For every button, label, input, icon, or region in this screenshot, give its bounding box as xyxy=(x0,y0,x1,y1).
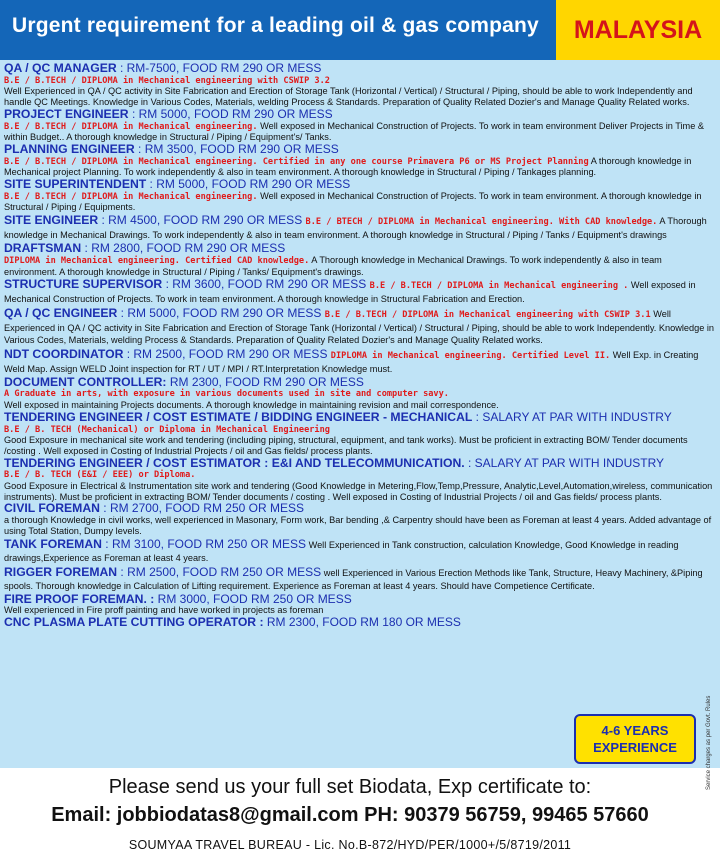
job-entry xyxy=(4,455,716,503)
job-qualification: B.E / B. TECH (Mechanical) or Diploma in Mechanical Engineering xyxy=(4,424,330,435)
job-title: QA / QC ENGINEER xyxy=(4,306,118,321)
job-listing xyxy=(4,63,716,763)
job-title: DOCUMENT CONTROLLER: xyxy=(4,374,167,389)
job-entry xyxy=(4,106,716,143)
job-title: DRAFTSMAN xyxy=(4,241,82,256)
job-description: Well Experienced in QA / QC activity in Site Fabrication and Erection of Storage Tank (Horizontal / Vertical) / Structural / Piping, should be able to work Independently and handle QC Meetings. Knowledge in Various Codes, Materials, welding Process & Standards. Preparation of Quality Related Dozier's and Manage Quality Related works. xyxy=(4,86,693,108)
job-qualification: B.E / B.TECH / DIPLOMA in Mechanical engineering. xyxy=(4,191,258,202)
experience-badge xyxy=(574,714,696,764)
job-entry xyxy=(4,278,716,306)
job-title: CNC PLASMA PLATE CUTTING OPERATOR : xyxy=(4,615,264,629)
job-qualification: B.E / B. TECH (E&I / EEE) or Diploma. xyxy=(4,470,196,481)
footer-instructions: Please send us your full set Biodata, Exp certificate to: xyxy=(108,776,592,798)
experience-label: EXPERIENCE xyxy=(593,740,677,755)
job-entry xyxy=(4,617,569,629)
job-title: PLANNING ENGINEER xyxy=(4,141,135,156)
job-title: TANK FOREMAN xyxy=(4,536,102,551)
job-salary: : RM 4500, FOOD RM 290 OR MESS xyxy=(98,213,306,228)
job-description: A thorough knowledge in Mechanical project Planning. To work independently & also in team environment. A thorough knowledge in Structural / Piping / Tankages planning. xyxy=(4,155,692,178)
job-salary: : SALARY AT PAR WITH INDUSTRY xyxy=(472,409,672,424)
job-salary: : SALARY AT PAR WITH INDUSTRY xyxy=(464,455,665,470)
header-banner xyxy=(0,0,720,60)
job-title: TENDERING ENGINEER / COST ESTIMATOR : E&I AND TELECOMMUNICATION. xyxy=(4,455,465,470)
job-entry xyxy=(4,214,716,242)
job-description: Well Exp. in Creating Weld Map. Assign WELD Joint inspection for RT / UT / MPI / RT.Interpretation Knowledge must. xyxy=(4,349,699,374)
job-description: Good Exposure in Electrical & Instrumentation site work and tendering (Good Knowledge in Metering,Flow,Temp,Pressure, Analytic,Level,Automation,wireless, communication instruments). Must be proficient in extracting BOM/ Tender documents / costing . Well exposed in Costing of Industrial Projects / oil and Gas fields/ process plants. xyxy=(4,481,713,502)
job-qualification: B.E / B.TECH / DIPLOMA in Mechanical engineering. xyxy=(4,121,258,132)
job-entry xyxy=(4,374,716,411)
job-title: STRUCTURE SUPERVISOR xyxy=(4,277,163,292)
job-description: Well exposed in Mechanical Construction of Projects. To work in team environment Deliver Projects in Time & within Budget.. A thorough knowledge in Structural / Piping / Equipment's/ Tanks. xyxy=(4,120,704,143)
job-entry xyxy=(4,591,569,616)
job-entry xyxy=(4,243,716,277)
job-salary: : RM 3100, FOOD RM 250 OR MESS xyxy=(101,536,307,551)
job-salary: : RM 2800, FOOD RM 290 OR MESS xyxy=(81,241,286,256)
job-qualification: B.E / B.TECH / DIPLOMA in Mechanical engineering. Certified in any one course Primavera P6 or MS Project Planning xyxy=(4,156,589,167)
job-salary: : RM 5000, FOOD RM 290 OR MESS xyxy=(128,106,333,121)
job-salary: : RM 5000, FOOD RM 290 OR MESS xyxy=(146,177,351,192)
job-salary: : RM 2700, FOOD RM 250 OR MESS xyxy=(99,501,304,516)
job-description: Well Experienced in Tank construction, calculation Knowledge, Good Knowledge in reading drawings,Experience as Foreman at least 4 years. xyxy=(4,539,679,563)
job-description: Well exposed in maintaining Projects documents. A thorough knowledge in maintaining revision and mail correspondence. xyxy=(4,400,499,411)
job-salary: : RM-7500, FOOD RM 290 OR MESS xyxy=(116,63,322,75)
job-description: Well exposed in Mechanical Construction of Projects. To work in team environment. A thorough knowledge in Structural / Piping / Equipments. xyxy=(4,190,702,213)
job-qualification: DIPLOMA in Mechanical engineering. Certified Level II. xyxy=(330,350,611,361)
footer xyxy=(0,768,720,864)
job-qualification: B.E / B.TECH / DIPLOMA in Mechanical engineering . xyxy=(369,281,629,292)
job-description: a thorough Knowledge in civil works, well experienced in Masonary, Form work, Bar bending ,& Carpentry should have been as Foreman at least 4 years. Added advantage of using Total Station, Dumpy levels. xyxy=(4,515,712,536)
job-salary: : RM 5000, FOOD RM 290 OR MESS xyxy=(117,306,325,321)
job-title: SITE ENGINEER xyxy=(4,213,99,228)
service-charges-note: Service charges as per Govt. Rules xyxy=(706,695,712,790)
footer-contact: Email: jobbiodatas8@gmail.com PH: 90379 56759, 99465 57660 xyxy=(51,804,649,826)
job-entry xyxy=(4,63,716,108)
job-title: PROJECT ENGINEER xyxy=(4,106,129,121)
job-salary: : RM 3500, FOOD RM 290 OR MESS xyxy=(134,141,339,156)
job-salary: : RM 3600, FOOD RM 290 OR MESS xyxy=(162,277,370,292)
job-qualification: B.E / BTECH / DIPLOMA in Mechanical engineering. With CAD knowledge. xyxy=(305,217,658,228)
job-entry xyxy=(4,141,716,178)
job-title: TENDERING ENGINEER / COST ESTIMATE / BIDDING ENGINEER - MECHANICAL xyxy=(4,409,473,424)
job-qualification: B.E / B.TECH / DIPLOMA in Mechanical engineering with CSWIP 3.2 xyxy=(4,75,330,86)
job-description: Well exposed in Mechanical Construction of Projects. To work in team environment. A thorough knowledge in Structural Fabrication and Erection. xyxy=(4,280,696,305)
footer-agency: SOUMYAA TRAVEL BUREAU - Lic. No.B-872/HYD/PER/1000+/5/8719/2011 xyxy=(128,838,572,852)
job-salary: : RM 2500, FOOD RM 250 OR MESS xyxy=(117,564,322,579)
job-description: A Thorough knowledge in Mechanical Drawings. To work independently & also in team environment. A thorough knowledge in Structural / Piping / Tanks / Equipment's drawings xyxy=(4,216,707,241)
page-title: Urgent requirement for a leading oil & gas company xyxy=(12,14,539,37)
job-qualification: A Graduate in arts, with exposure in various documents used in site and computer savy. xyxy=(4,389,449,400)
job-description: A Thorough knowledge in Mechanical Drawings. To work independently & also in team environment. A thorough knowledge in Structural / Piping / Tanks/ Equipment's drawings. xyxy=(4,254,662,277)
job-qualification: DIPLOMA in Mechanical engineering. Certified CAD knowledge. xyxy=(4,255,310,266)
job-title: QA / QC MANAGER xyxy=(4,63,117,75)
job-title: NDT COORDINATOR xyxy=(4,346,124,361)
job-title: CIVIL FOREMAN xyxy=(4,501,100,516)
job-salary: RM 2300, FOOD RM 290 OR MESS xyxy=(166,374,364,389)
job-entry xyxy=(4,179,716,213)
job-salary: RM 2300, FOOD RM 180 OR MESS xyxy=(263,615,461,629)
job-description: Well experienced in Fire proff painting and have worked in projects as foreman xyxy=(4,605,324,616)
job-qualification: B.E / B.TECH / DIPLOMA in Mechanical engineering with CSWIP 3.1 xyxy=(324,310,651,321)
job-salary: RM 3000, FOOD RM 250 OR MESS xyxy=(154,591,352,606)
job-entry xyxy=(4,409,716,457)
country-badge: MALAYSIA xyxy=(556,0,720,60)
job-description: well Experienced in Various Erection Methods like Tank, Structure, Heavy Machinery, &Piping spools. Thorough knowledge in Calculation of Lifting requirement. Experience as Foreman at least 4 years. Should have Competience Certificate. xyxy=(4,567,703,591)
job-salary: : RM 2500, FOOD RM 290 OR MESS xyxy=(123,346,331,361)
job-title: FIRE PROOF FOREMAN. : xyxy=(4,591,155,606)
job-description: Well Experienced in QA / QC activity in Site Fabrication and Erection of Storage Tank (Horizontal / Vertical) / Structural / Piping, should be able to work Independently. Knowledge in Various Codes, Materials, welding Process & Standards. Preparation of Quality Related Dozier's and Manage Quality Related works. xyxy=(4,309,715,346)
experience-years: 4-6 YEARS xyxy=(601,723,669,738)
job-entry xyxy=(4,307,716,347)
job-entry xyxy=(4,538,716,565)
job-description: Good Exposure in mechanical site work and tendering (including piping, structural, equipment, and tank works). Must be proficient in extracting BOM/ Tender documents /costing . Well exposed in Costing of Industrial Projects / oil and Gas fields/ process plants. xyxy=(4,435,688,456)
job-title: SITE SUPERINTENDENT xyxy=(4,177,147,192)
job-entry xyxy=(4,503,716,536)
job-title: RIGGER FOREMAN xyxy=(4,564,118,579)
job-entry xyxy=(4,566,716,593)
job-entry xyxy=(4,348,716,376)
